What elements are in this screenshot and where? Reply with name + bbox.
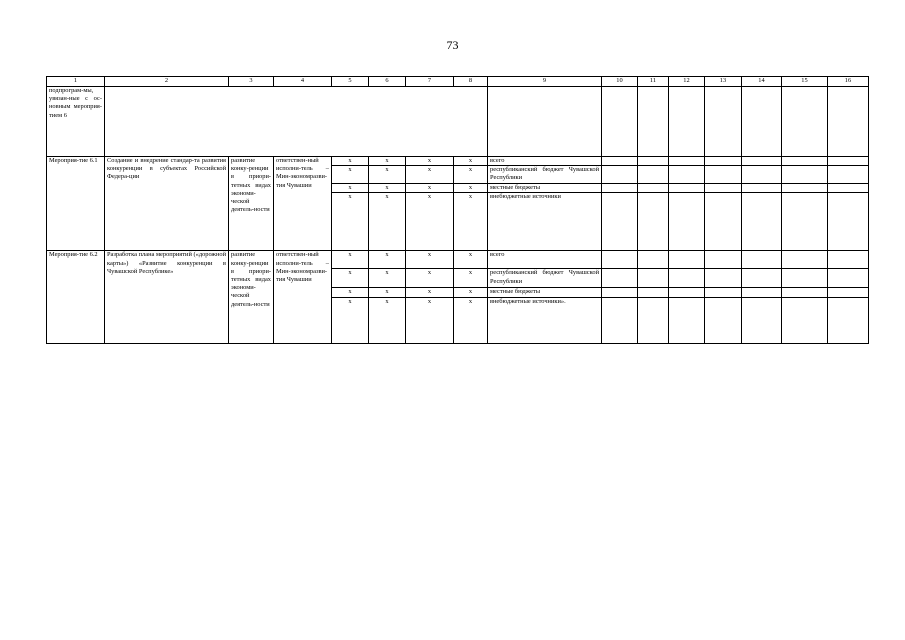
column-number: 1 — [47, 77, 105, 87]
activity-executor: ответствен-ный исполни-тель – Мин-экономразви-тия Чувашии — [274, 157, 332, 251]
column-number: 9 — [488, 77, 602, 87]
activity-name: Создание и внедрение стандар-та развития конкуренции в субъектах Российской Федера-ции — [105, 157, 229, 251]
x-cell: х — [369, 184, 406, 193]
x-cell: х — [332, 166, 369, 184]
activity-code: Мероприя-тие 6.1 — [47, 157, 105, 251]
x-cell: х — [406, 251, 454, 269]
page-number: 73 — [446, 38, 459, 52]
x-cell: х — [454, 269, 488, 288]
x-cell: х — [332, 288, 369, 297]
column-number: 11 — [638, 77, 669, 87]
x-cell: х — [406, 157, 454, 166]
x-cell: х — [406, 297, 454, 343]
x-cell: х — [332, 193, 369, 251]
column-number: 14 — [742, 77, 782, 87]
column-number: 12 — [669, 77, 705, 87]
x-cell: х — [369, 157, 406, 166]
activity-goal: развитие конку-ренции в приори-тетных видах экономи-ческой деятель-ности — [229, 251, 274, 343]
column-number-row — [47, 77, 869, 87]
intro-cell: подпрограм-мы, увязан-ные с ос-новным мероприя-тием 6 — [47, 87, 105, 157]
x-cell: х — [406, 193, 454, 251]
column-number: 4 — [274, 77, 332, 87]
x-cell: х — [454, 251, 488, 269]
x-cell: х — [454, 184, 488, 193]
x-cell: х — [332, 157, 369, 166]
x-cell: х — [454, 166, 488, 184]
x-cell: х — [369, 297, 406, 343]
intro-row — [47, 87, 869, 157]
column-number: 15 — [782, 77, 828, 87]
x-cell: х — [332, 297, 369, 343]
program-table — [46, 76, 869, 344]
column-number: 10 — [602, 77, 638, 87]
x-cell: х — [454, 297, 488, 343]
funding-source: республиканский бюджет Чувашской Республики — [488, 269, 602, 288]
activity-goal: развитие конку-ренции в приори-тетных видах экономи-ческой деятель-ности — [229, 157, 274, 251]
x-cell: х — [454, 288, 488, 297]
x-cell: х — [369, 251, 406, 269]
column-number: 13 — [705, 77, 742, 87]
x-cell: х — [406, 269, 454, 288]
column-number: 3 — [229, 77, 274, 87]
table-row — [47, 157, 869, 166]
x-cell: х — [369, 288, 406, 297]
x-cell: х — [332, 251, 369, 269]
funding-source: внебюджетные источники». — [488, 297, 602, 343]
x-cell: х — [369, 269, 406, 288]
column-number: 5 — [332, 77, 369, 87]
funding-source: местные бюджеты — [488, 184, 602, 193]
column-number: 8 — [454, 77, 488, 87]
x-cell: х — [332, 184, 369, 193]
x-cell: х — [406, 166, 454, 184]
column-number: 2 — [105, 77, 229, 87]
x-cell: х — [332, 269, 369, 288]
funding-source: местные бюджеты — [488, 288, 602, 297]
funding-source: республиканский бюджет Чувашской Республики — [488, 166, 602, 184]
column-number: 7 — [406, 77, 454, 87]
x-cell: х — [406, 184, 454, 193]
column-number: 16 — [828, 77, 869, 87]
activity-executor: ответствен-ный исполни-тель – Мин-экономразви-тия Чувашии — [274, 251, 332, 343]
x-cell: х — [369, 166, 406, 184]
activity-name: Разработка плана мероприятий («дорожной карты») «Развитие конкуренции в Чувашской Республике» — [105, 251, 229, 343]
x-cell: х — [454, 193, 488, 251]
funding-source: всего — [488, 251, 602, 269]
column-number: 6 — [369, 77, 406, 87]
x-cell: х — [406, 288, 454, 297]
table-row — [47, 251, 869, 269]
x-cell: х — [454, 157, 488, 166]
activity-code: Мероприя-тие 6.2 — [47, 251, 105, 343]
funding-source: внебюджетные источники — [488, 193, 602, 251]
funding-source: всего — [488, 157, 602, 166]
x-cell: х — [369, 193, 406, 251]
